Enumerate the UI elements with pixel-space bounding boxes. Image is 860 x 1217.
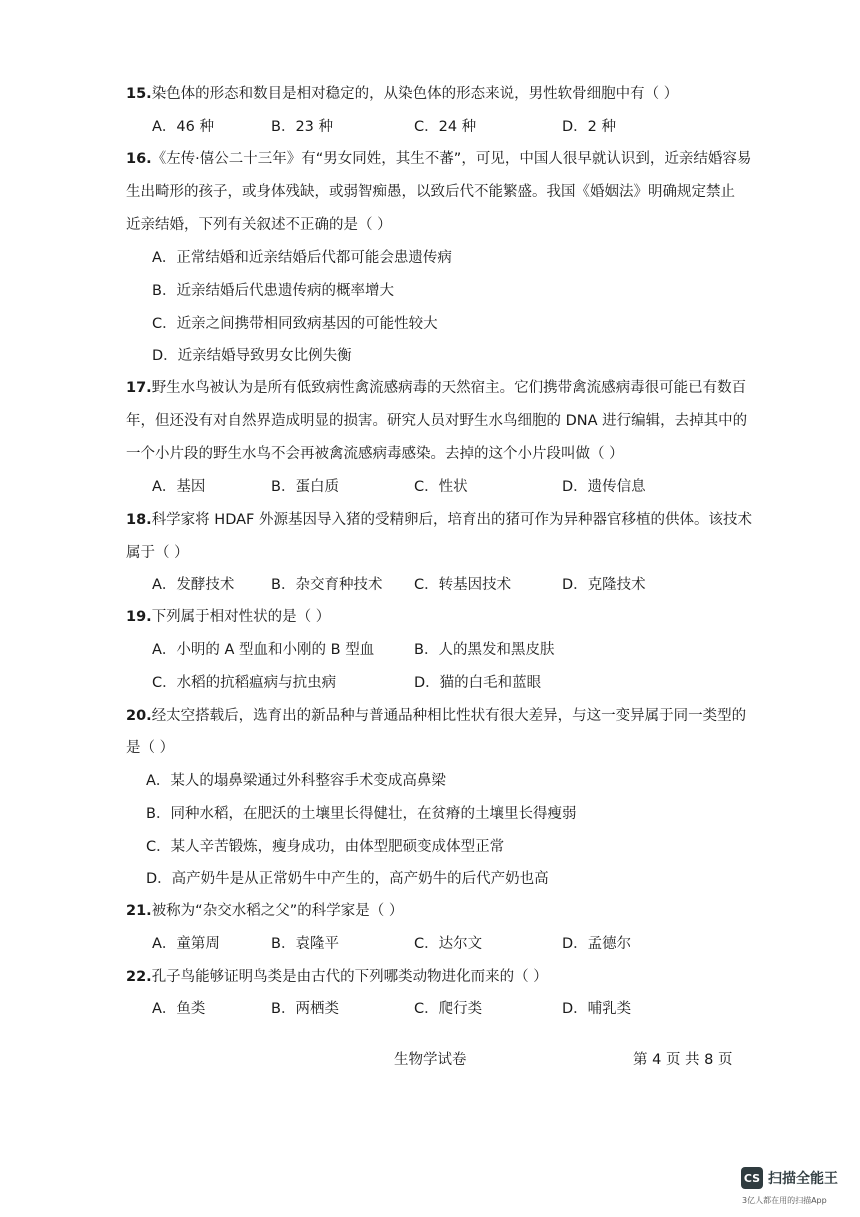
option-d: D．2 种 (562, 119, 616, 135)
option-a: A．鱼类 (152, 1001, 206, 1017)
option-c: C．爬行类 (414, 1001, 483, 1017)
question-text-line-2: 生出畸形的孩子，或身体残缺，或弱智痴愚，以致后代不能繁盛。我国《婚姻法》明确规定禁止 (126, 184, 735, 200)
question-text: 下列属于相对性状的是（ ） (151, 609, 331, 625)
question-22 (126, 967, 548, 987)
question-20 (126, 706, 746, 726)
option-c: C．近亲之间携带相同致病基因的可能性较大 (152, 316, 438, 332)
question-number: 18. (126, 512, 152, 528)
camscanner-logo-icon: CS (741, 1167, 763, 1189)
option-a: A．小明的 A 型血和小刚的 B 型血 (152, 642, 375, 658)
option-a: A．正常结婚和近亲结婚后代都可能会患遗传病 (152, 250, 452, 266)
question-17 (126, 378, 746, 398)
question-text-line-3: 一个小片段的野生水鸟不会再被禽流感病毒感染。去掉的这个小片段叫做（ ） (126, 446, 624, 462)
option-c: C．某人辛苦锻炼，瘦身成功，由体型肥硕变成体型正常 (146, 839, 505, 855)
option-a: A．发酵技术 (152, 577, 235, 593)
question-number: 19. (126, 609, 152, 625)
question-text-line-1: 经太空搭载后，选育出的新品种与普通品种相比性状有很大差异，与这一变异属于同一类型的 (151, 708, 747, 724)
question-16 (126, 149, 751, 169)
option-c: C．24 种 (414, 119, 477, 135)
option-c: C．达尔文 (414, 936, 483, 952)
question-18 (126, 510, 752, 530)
question-text: 孔子鸟能够证明鸟类是由古代的下列哪类动物进化而来的（ ） (151, 969, 548, 985)
question-number: 20. (126, 708, 152, 724)
question-text-line-1: 《左传·僖公二十三年》有“男女同姓，其生不蕃”，可见，中国人很早就认识到，近亲结婚容易 (151, 151, 752, 167)
option-b: B．近亲结婚后代患遗传病的概率增大 (152, 283, 394, 299)
option-b: B．袁隆平 (271, 936, 339, 952)
camscanner-name: 扫描全能王 (768, 1171, 838, 1187)
question-number: 16. (126, 151, 152, 167)
option-b: B．人的黑发和黑皮肤 (414, 642, 555, 658)
question-19 (126, 607, 330, 627)
option-a: A．46 种 (152, 119, 214, 135)
question-number: 17. (126, 380, 152, 396)
footer-subject: 生物学试卷 (394, 1052, 467, 1068)
option-b: B．两栖类 (271, 1001, 339, 1017)
option-a: A．童第周 (152, 936, 220, 952)
option-d: D．孟德尔 (562, 936, 632, 952)
option-c: C．性状 (414, 479, 468, 495)
option-d: D．高产奶牛是从正常奶牛中产生的，高产奶牛的后代产奶也高 (146, 871, 549, 887)
option-a: A．基因 (152, 479, 206, 495)
question-number: 21. (126, 903, 152, 919)
option-d: D．克隆技术 (562, 577, 646, 593)
question-text-line-2: 年，但还没有对自然界造成明显的损害。研究人员对野生水鸟细胞的 DNA 进行编辑，去掉其中的 (126, 413, 748, 429)
question-text: 被称为“杂交水稻之父”的科学家是（ ） (151, 903, 404, 919)
option-b: B．蛋白质 (271, 479, 339, 495)
question-number: 15. (126, 86, 152, 102)
question-text-line-1: 野生水鸟被认为是所有低致病性禽流感病毒的天然宿主。它们携带禽流感病毒很可能已有数百 (151, 380, 747, 396)
question-15 (126, 84, 678, 104)
question-text-line-2: 是（ ） (126, 740, 175, 756)
camscanner-tagline: 3亿人都在用的扫描App (742, 1196, 827, 1205)
option-c: C．水稻的抗稻瘟病与抗虫病 (152, 675, 337, 691)
question-text-line-2: 属于（ ） (126, 545, 189, 561)
option-d: D．遗传信息 (562, 479, 646, 495)
option-d: D．近亲结婚导致男女比例失衡 (152, 348, 352, 364)
question-text: 染色体的形态和数目是相对稳定的，从染色体的形态来说，男性软骨细胞中有（ ） (151, 86, 679, 102)
option-b: B．杂交育种技术 (271, 577, 383, 593)
option-b: B．同种水稻，在肥沃的土壤里长得健壮，在贫瘠的土壤里长得瘦弱 (146, 806, 577, 822)
camscanner-watermark (741, 1167, 851, 1212)
option-a: A．某人的塌鼻梁通过外科整容手术变成高鼻梁 (146, 773, 446, 789)
option-c: C．转基因技术 (414, 577, 512, 593)
option-d: D．猫的白毛和蓝眼 (414, 675, 542, 691)
option-b: B．23 种 (271, 119, 334, 135)
question-21 (126, 901, 403, 921)
footer-page-number: 第 4 页 共 8 页 (633, 1052, 733, 1068)
question-text-line-1: 科学家将 HDAF 外源基因导入猪的受精卵后，培育出的猪可作为异种器官移植的供体。该技术 (151, 512, 752, 528)
question-number: 22. (126, 969, 152, 985)
question-text-line-3: 近亲结婚，下列有关叙述不正确的是（ ） (126, 217, 392, 233)
option-d: D．哺乳类 (562, 1001, 632, 1017)
